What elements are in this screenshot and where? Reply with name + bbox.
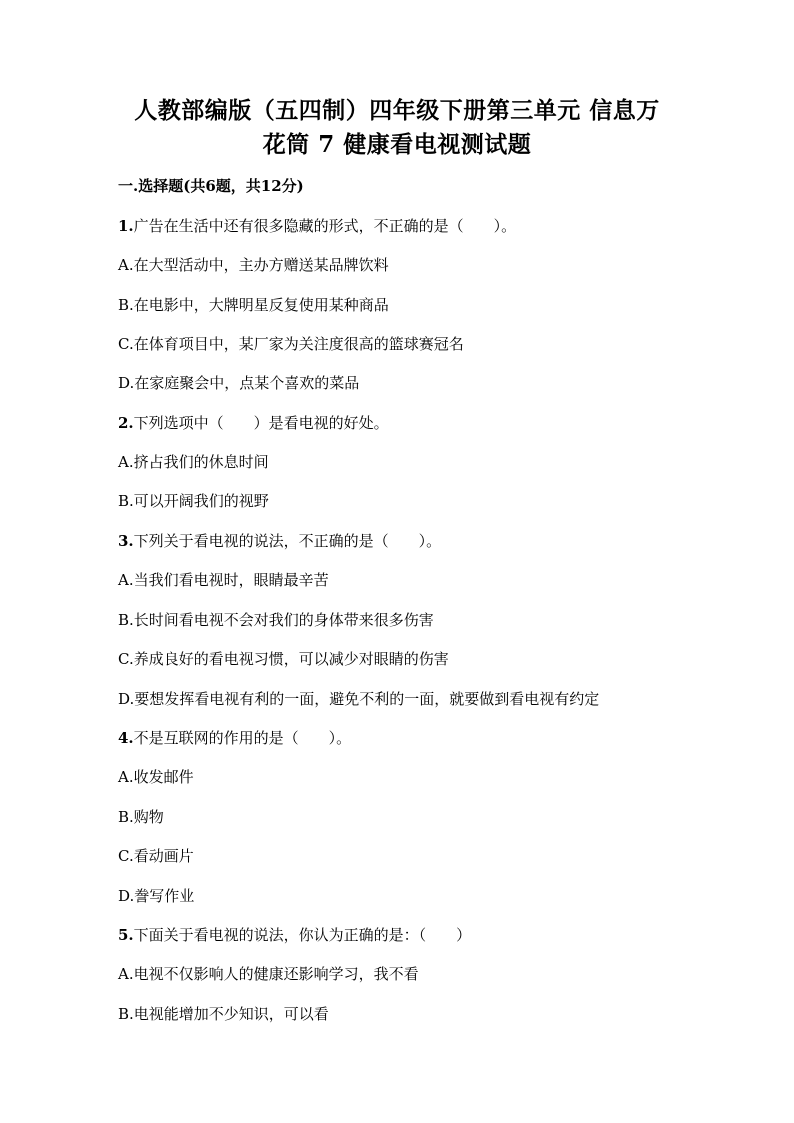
question-2-stem (118, 413, 389, 433)
question-3-option-b: B.长时间看电视不会对我们的身体带来很多伤害 (118, 611, 434, 629)
question-3-option-c: C.养成良好的看电视习惯，可以减少对眼睛的伤害 (118, 650, 449, 668)
question-5-option-a: A.电视不仅影响人的健康还影响学习，我不看 (118, 965, 419, 983)
title-line-2: 花筒 7 健康看电视测试题 (262, 131, 532, 158)
question-number: 3. (118, 532, 134, 550)
question-text: 下面关于看电视的说法，你认为正确的是：（ ） (133, 926, 472, 944)
question-3-option-d: D.要想发挥看电视有利的一面，避免不利的一面，就要做到看电视有约定 (118, 690, 600, 708)
question-1-option-a: A.在大型活动中，主办方赠送某品牌饮料 (118, 256, 389, 274)
question-2-option-a: A.挤占我们的休息时间 (118, 453, 269, 471)
question-text: 下列选项中（ ）是看电视的好处。 (133, 414, 389, 432)
question-text: 不是互联网的作用的是（ ）。 (133, 729, 352, 747)
question-number: 2. (118, 414, 134, 432)
question-text: 广告在生活中还有很多隐藏的形式，不正确的是（ ）。 (133, 217, 517, 235)
section-heading: 一.选择题(共6题，共12分) (118, 177, 304, 195)
document-title (100, 94, 694, 162)
question-4-option-d: D.誊写作业 (118, 887, 195, 905)
question-4-stem (118, 728, 351, 748)
question-4-option-b: B.购物 (118, 808, 164, 826)
question-4-option-a: A.收发邮件 (118, 768, 194, 786)
question-number: 1. (118, 217, 134, 235)
question-number: 5. (118, 926, 134, 944)
question-5-option-b: B.电视能增加不少知识，可以看 (118, 1005, 329, 1023)
question-2-option-b: B.可以开阔我们的视野 (118, 492, 269, 510)
question-1-stem (118, 216, 516, 236)
question-text: 下列关于看电视的说法，不正确的是（ ）。 (133, 532, 442, 550)
question-3-stem (118, 531, 441, 551)
question-5-stem (118, 925, 471, 945)
question-1-option-c: C.在体育项目中，某厂家为关注度很高的篮球赛冠名 (118, 335, 464, 353)
title-line-1: 人教部编版（五四制）四年级下册第三单元 信息万 (134, 97, 660, 124)
question-3-option-a: A.当我们看电视时，眼睛最辛苦 (118, 571, 329, 589)
question-number: 4. (118, 729, 134, 747)
question-4-option-c: C.看动画片 (118, 847, 194, 865)
question-1-option-b: B.在电影中，大牌明星反复使用某种商品 (118, 296, 389, 314)
question-1-option-d: D.在家庭聚会中，点某个喜欢的菜品 (118, 374, 360, 392)
